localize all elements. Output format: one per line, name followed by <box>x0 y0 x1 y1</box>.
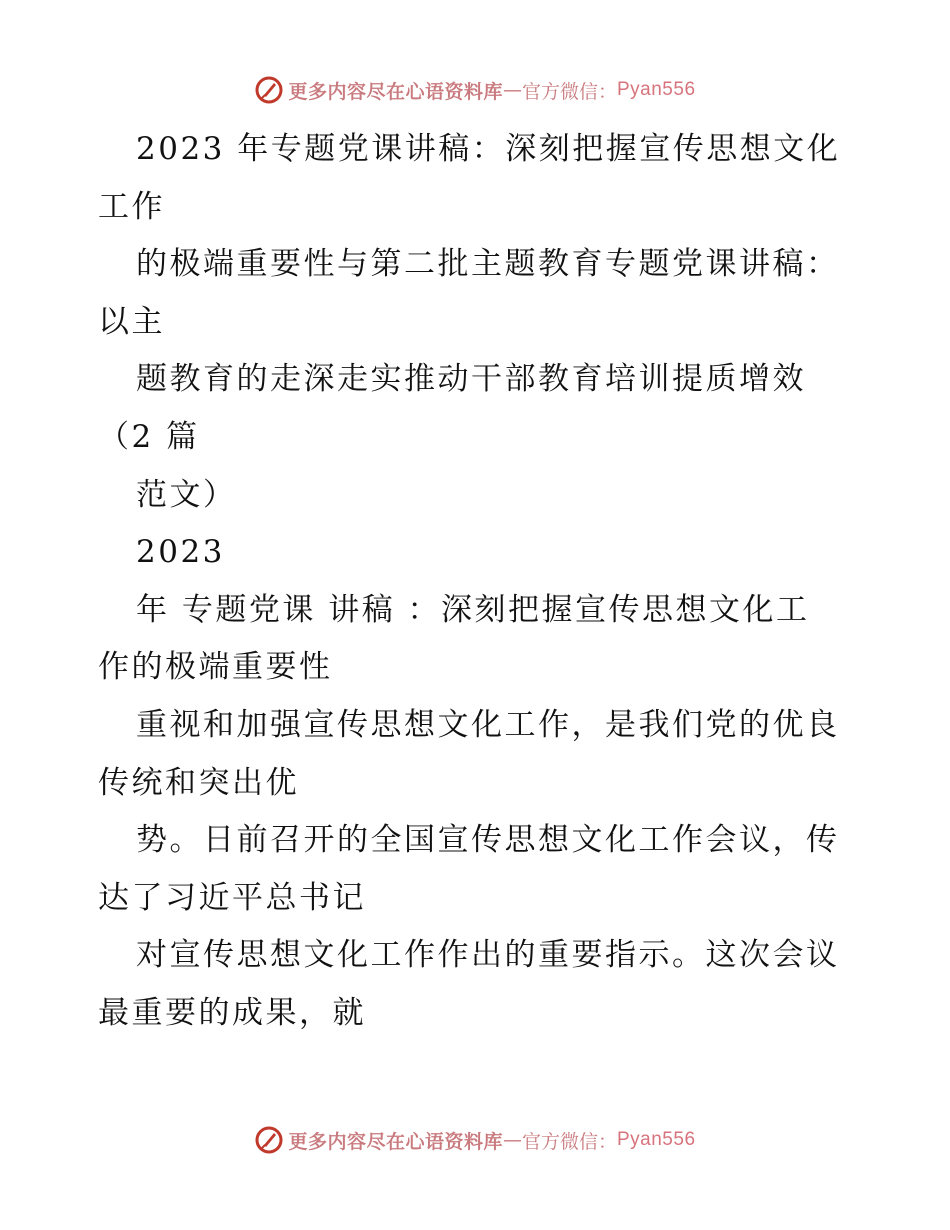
doc-line: 达了习近平总书记 <box>98 879 366 916</box>
watermark-official-label: 官方微信： <box>521 80 617 103</box>
watermark-wechat-id: Pyan556 <box>617 79 696 100</box>
doc-line: 2023 <box>136 534 225 571</box>
watermark-official-label: 官方微信： <box>521 1130 617 1153</box>
watermark-site-name: 更多内容尽在心语资料库 <box>288 1130 503 1153</box>
doc-line: （2 篇 <box>98 418 200 455</box>
doc-line: 2023 年专题党课讲稿：深刻把握宣传思想文化 <box>136 131 841 167</box>
doc-line: 年 专题党课 讲稿 ：深刻把握宣传思想文化工 <box>136 591 810 628</box>
doc-line: 作的极端重要性 <box>98 649 333 686</box>
doc-line: 最重要的成果，就 <box>98 994 366 1031</box>
quill-logo-icon <box>254 75 284 105</box>
doc-line: 对宣传思想文化工作作出的重要指示。这次会议 <box>136 937 840 974</box>
watermark-dash: — <box>502 79 522 101</box>
doc-line: 势。日前召开的全国宣传思想文化工作会议，传 <box>136 822 840 859</box>
quill-logo-icon <box>254 1125 284 1155</box>
doc-line: 题教育的走深走实推动干部教育培训提质增效 <box>136 361 806 398</box>
watermark-site-name: 更多内容尽在心语资料库 <box>288 80 503 103</box>
doc-line: 范文） <box>136 476 237 513</box>
doc-line: 重视和加强宣传思想文化工作，是我们党的优良 <box>136 706 840 743</box>
doc-line: 的极端重要性与第二批主题教育专题党课讲稿： <box>136 246 840 283</box>
document-body <box>98 121 858 1043</box>
doc-line: 传统和突出优 <box>98 764 299 801</box>
doc-line: 工作 <box>98 188 165 225</box>
watermark-wechat-id: Pyan556 <box>617 1129 696 1150</box>
doc-line: 以主 <box>98 303 165 340</box>
header-watermark <box>0 70 950 110</box>
footer-watermark <box>0 1120 950 1160</box>
watermark-dash: — <box>502 1129 522 1151</box>
